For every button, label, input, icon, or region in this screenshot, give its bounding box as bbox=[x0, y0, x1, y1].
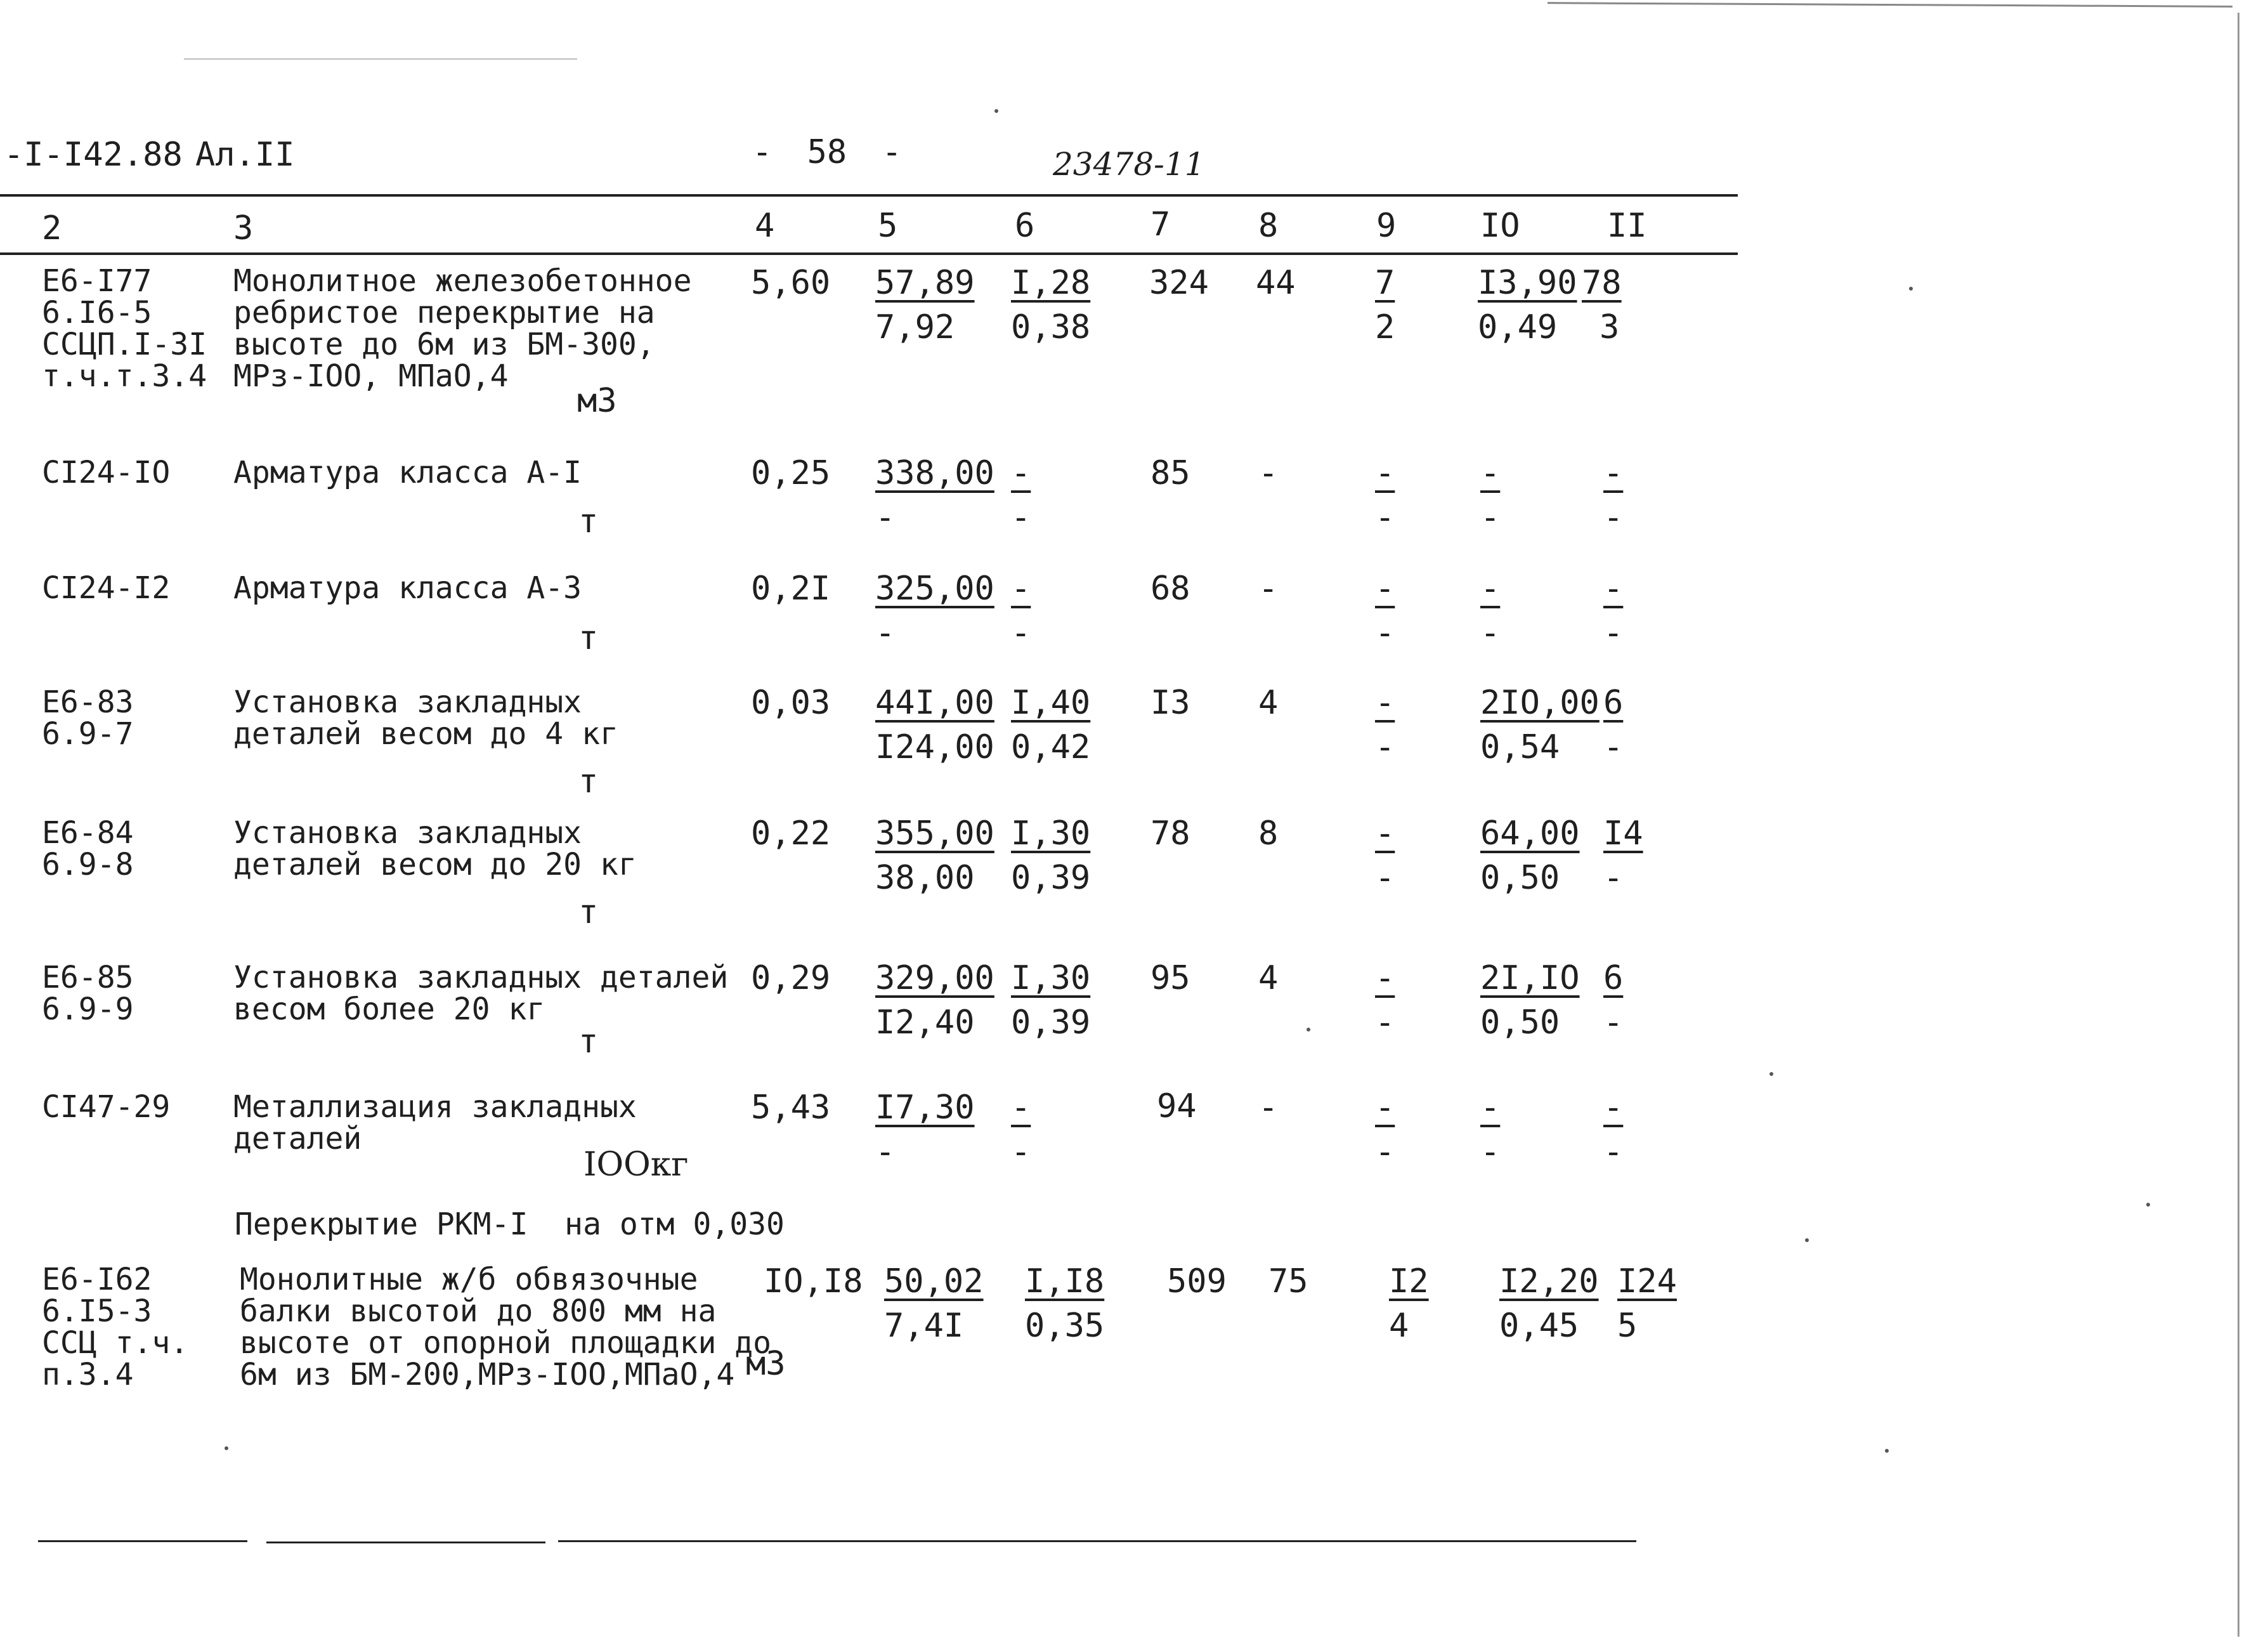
row-col10: - - bbox=[1480, 454, 1501, 537]
row-col8: - bbox=[1258, 454, 1279, 492]
row-description: Арматура класса А-I bbox=[233, 455, 582, 490]
scan-speck bbox=[2146, 1203, 2150, 1207]
row-col9: - - bbox=[1375, 454, 1395, 537]
row-unit: м3 bbox=[746, 1345, 786, 1383]
scan-edge-top-right bbox=[1548, 2, 2232, 8]
section-heading: Перекрытие РКМ-I на отм 0,030 bbox=[235, 1207, 785, 1242]
doc-code: -I-I42.88 bbox=[4, 136, 183, 174]
row-col5: I7,30 - bbox=[875, 1089, 975, 1171]
row-unit: т bbox=[578, 1023, 599, 1061]
row-col8: 4 bbox=[1258, 684, 1279, 722]
row-col8: - bbox=[1258, 1089, 1279, 1127]
row-col9: - - bbox=[1375, 570, 1395, 652]
row-col11: 6 - bbox=[1603, 959, 1624, 1042]
row-col8: 8 bbox=[1258, 815, 1279, 853]
column-header-3: 3 bbox=[233, 209, 254, 247]
row-description: Монолитное железобетонное ребристое перекрытие на высоте до 6м из БМ-300, МРз-IOO, МПаО,4 bbox=[233, 263, 692, 394]
row-code: СI47-29 bbox=[42, 1089, 171, 1125]
album-label: Ал.II bbox=[195, 136, 295, 174]
row-unit: т bbox=[578, 893, 599, 931]
header-rule-bottom bbox=[0, 252, 1738, 255]
column-header-11: II bbox=[1607, 207, 1647, 245]
column-header-5: 5 bbox=[878, 207, 898, 245]
handwritten-number: 23478-11 bbox=[1053, 146, 1205, 183]
row-col11: - - bbox=[1603, 1089, 1624, 1171]
row-description: Установка закладных деталей весом до 4 кг bbox=[233, 684, 618, 752]
row-col10: I2,20 0,45 bbox=[1499, 1262, 1599, 1345]
row-col10: - - bbox=[1480, 1089, 1501, 1171]
row-description: Металлизация закладных деталей bbox=[233, 1089, 637, 1156]
row-col10: 2I,IO 0,50 bbox=[1480, 959, 1580, 1042]
row-col10: I3,90 0,49 bbox=[1478, 264, 1577, 346]
column-header-8: 8 bbox=[1258, 207, 1279, 245]
row-col6: - - bbox=[1011, 570, 1031, 652]
bottom-rule-mid bbox=[266, 1542, 545, 1543]
row-col5: 355,00 38,00 bbox=[875, 815, 994, 897]
scan-speck bbox=[1885, 1449, 1889, 1453]
row-col4: 0,2I bbox=[751, 570, 831, 608]
row-col7: 68 bbox=[1150, 570, 1190, 608]
row-code: Е6-I77 6.I6-5 ССЦП.I-3I т.ч.т.3.4 bbox=[42, 263, 207, 394]
column-header-10: IO bbox=[1480, 207, 1520, 245]
row-code: Е6-I62 6.I5-3 ССЦ т.ч. п.3.4 bbox=[42, 1262, 189, 1392]
row-unit: м3 bbox=[577, 382, 617, 420]
row-code: СI24-IO bbox=[42, 455, 171, 490]
row-description: Установка закладных деталей весом до 20 кг bbox=[233, 815, 637, 882]
row-col4: 0,22 bbox=[751, 815, 831, 853]
scan-speck bbox=[1805, 1238, 1809, 1242]
scan-speck bbox=[1909, 287, 1913, 291]
row-col8: 75 bbox=[1268, 1262, 1308, 1300]
column-header-6: 6 bbox=[1015, 207, 1035, 245]
row-col7: 509 bbox=[1167, 1262, 1227, 1300]
row-col4: 5,60 bbox=[751, 264, 831, 302]
column-header-9: 9 bbox=[1376, 207, 1397, 245]
row-col5: 338,00 - bbox=[875, 454, 994, 537]
bottom-rule-right bbox=[558, 1540, 1636, 1542]
row-col4: 0,03 bbox=[751, 684, 831, 722]
row-unit: IOOкг bbox=[583, 1146, 689, 1184]
scan-edge-right bbox=[2238, 13, 2239, 1637]
scan-edge-top bbox=[184, 58, 577, 60]
row-col9: - - bbox=[1375, 684, 1395, 766]
row-col7: 78 bbox=[1150, 815, 1190, 853]
row-col8: - bbox=[1258, 570, 1279, 608]
row-col5: 325,00 - bbox=[875, 570, 994, 652]
row-col11: I4 - bbox=[1603, 815, 1643, 897]
row-col10: 2IO,00 0,54 bbox=[1480, 684, 1600, 766]
row-col7: 85 bbox=[1150, 454, 1190, 492]
row-code: Е6-85 6.9-9 bbox=[42, 960, 134, 1027]
row-description: Арматура класса А-3 bbox=[233, 570, 582, 606]
row-col5: 50,02 7,4I bbox=[884, 1262, 984, 1345]
row-col11: - - bbox=[1603, 454, 1624, 537]
row-col6: - - bbox=[1011, 1089, 1031, 1171]
row-col9: 7 2 bbox=[1375, 264, 1395, 346]
row-col10: 64,00 0,50 bbox=[1480, 815, 1580, 897]
row-col6: - - bbox=[1011, 454, 1031, 537]
row-col6: I,40 0,42 bbox=[1011, 684, 1091, 766]
row-col5: 44I,00 I24,00 bbox=[875, 684, 994, 766]
row-code: СI24-I2 bbox=[42, 570, 171, 606]
bottom-rule-left bbox=[38, 1540, 247, 1542]
row-col8: 4 bbox=[1258, 959, 1279, 997]
row-code: Е6-84 6.9-8 bbox=[42, 815, 134, 882]
page-number: - 58 - bbox=[752, 133, 902, 171]
row-col9: I2 4 bbox=[1389, 1262, 1429, 1345]
row-col7: 324 bbox=[1149, 264, 1209, 302]
row-unit: т bbox=[578, 502, 599, 540]
row-col6: I,28 0,38 bbox=[1011, 264, 1091, 346]
row-col5: 57,89 7,92 bbox=[875, 264, 975, 346]
row-col11: 6 - bbox=[1603, 684, 1624, 766]
row-col9: - - bbox=[1375, 815, 1395, 897]
scan-speck bbox=[1307, 1028, 1310, 1031]
scan-speck bbox=[225, 1446, 228, 1450]
row-col6: I,30 0,39 bbox=[1011, 959, 1091, 1042]
row-col7: 95 bbox=[1150, 959, 1190, 997]
column-header-4: 4 bbox=[755, 207, 775, 245]
header-rule-top bbox=[0, 194, 1738, 197]
row-col11: I24 5 bbox=[1617, 1262, 1677, 1345]
row-col11: 78 3 bbox=[1582, 264, 1622, 346]
row-col7: I3 bbox=[1150, 684, 1190, 722]
row-col6: I,I8 0,35 bbox=[1025, 1262, 1105, 1345]
row-col9: - - bbox=[1375, 1089, 1395, 1171]
row-col4: 0,25 bbox=[751, 454, 831, 492]
scan-speck bbox=[1769, 1072, 1773, 1076]
row-col4: IO,I8 bbox=[764, 1262, 863, 1300]
row-col5: 329,00 I2,40 bbox=[875, 959, 994, 1042]
row-unit: т bbox=[578, 619, 599, 657]
row-description: Монолитные ж/б обвязочные балки высотой до 800 мм на высоте от опорной площадки до 6м из БМ-200,МРз-IOO,МПаО,4 bbox=[240, 1262, 772, 1392]
row-col8: 44 bbox=[1256, 264, 1296, 302]
row-col6: I,30 0,39 bbox=[1011, 815, 1091, 897]
row-col7: 94 bbox=[1157, 1087, 1197, 1125]
scan-speck bbox=[994, 109, 998, 113]
row-col4: 0,29 bbox=[751, 959, 831, 997]
row-col10: - - bbox=[1480, 570, 1501, 652]
row-col11: - - bbox=[1603, 570, 1624, 652]
row-col9: - - bbox=[1375, 959, 1395, 1042]
column-header-7: 7 bbox=[1150, 206, 1171, 244]
row-col4: 5,43 bbox=[751, 1089, 831, 1127]
column-header-2: 2 bbox=[42, 209, 62, 247]
row-unit: т bbox=[578, 763, 599, 801]
row-description: Установка закладных деталей весом более 20 кг bbox=[233, 960, 729, 1027]
row-code: Е6-83 6.9-7 bbox=[42, 684, 134, 752]
